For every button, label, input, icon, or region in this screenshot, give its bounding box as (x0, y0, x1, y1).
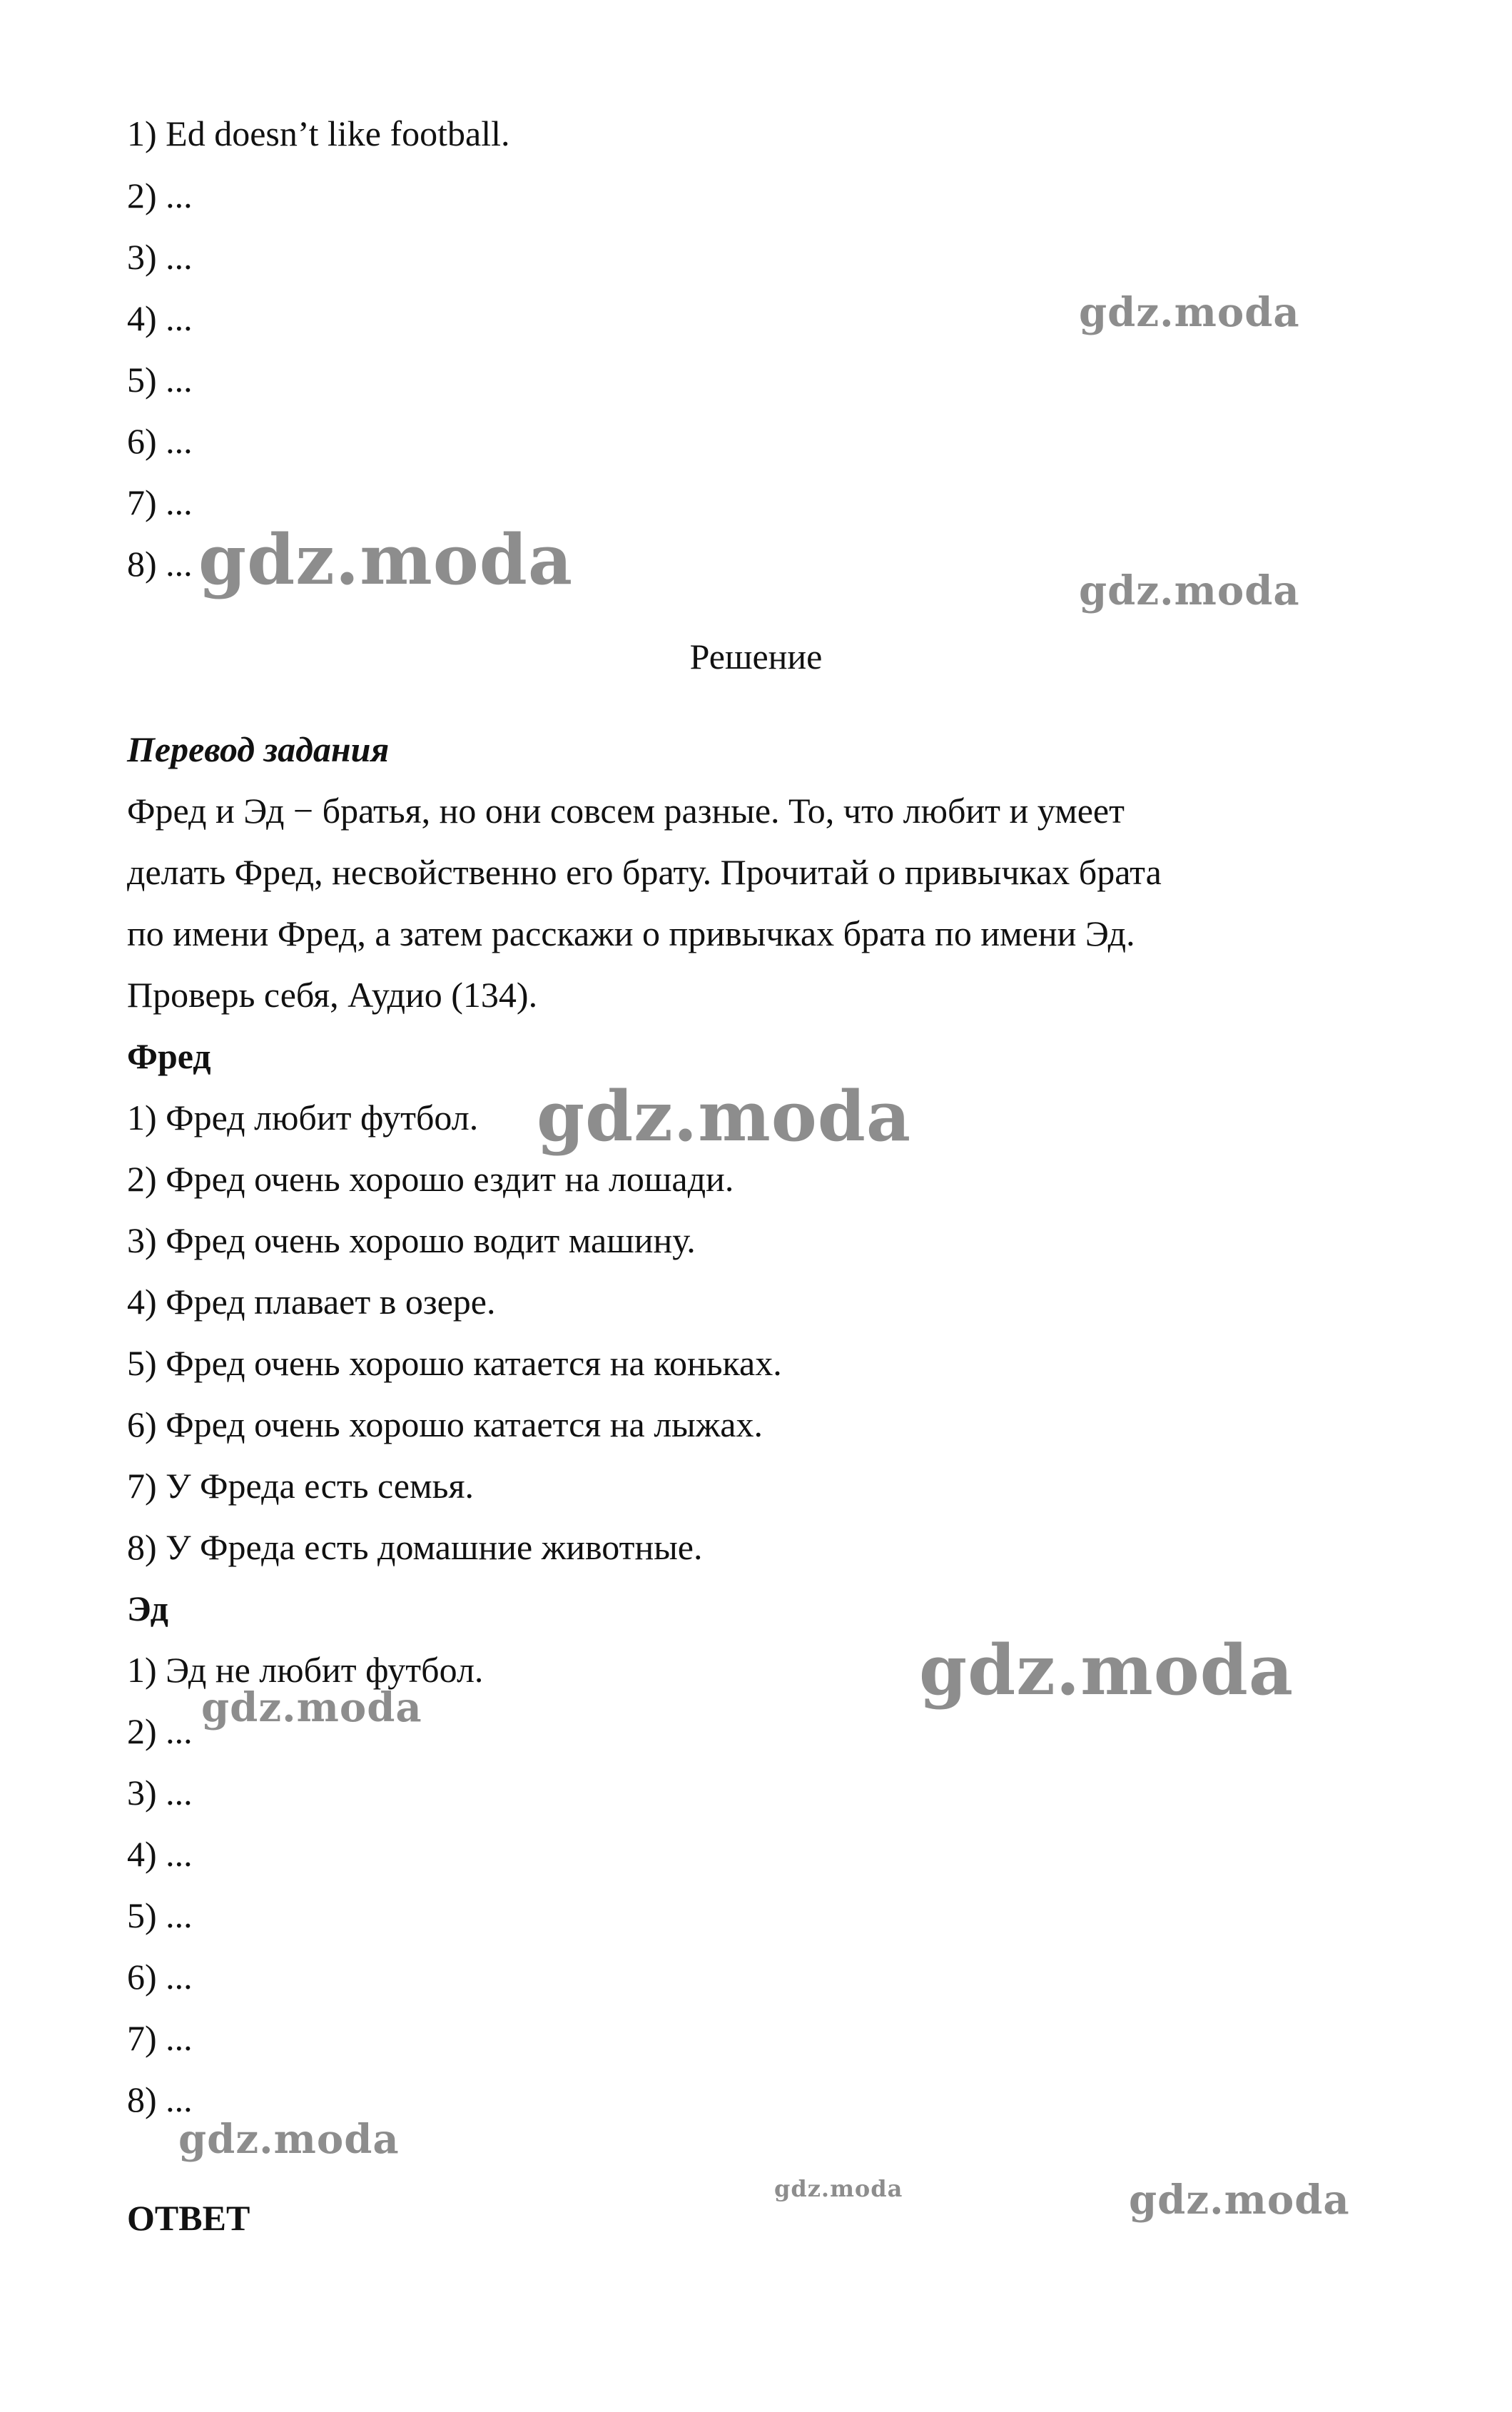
ed-english-item-5: 5) ... (127, 360, 193, 400)
ed-english-item-3: 3) ... (127, 237, 193, 277)
watermark: gdz.moda (1079, 289, 1300, 336)
fred-item-8: 8) У Фреда есть домашние животные. (127, 1527, 703, 1567)
ed-english-item-4: 4) ... (127, 298, 193, 338)
watermark: gdz.moda (537, 1076, 912, 1157)
fred-item-2: 2) Фред очень хорошо ездит на лошади. (127, 1159, 734, 1199)
ed-english-item-2: 2) ... (127, 176, 193, 216)
translation-line-1: Фред и Эд − братья, но они совсем разные. То, что любит и умеет (127, 791, 1125, 831)
ed-english-item-1: 1) Ed doesn’t like football. (127, 113, 510, 153)
ed-heading: Эд (127, 1588, 168, 1628)
ed-item-8: 8) ... (127, 2079, 193, 2119)
ed-item-5: 5) ... (127, 1895, 193, 1935)
fred-item-1: 1) Фред любит футбол. (127, 1098, 479, 1137)
fred-item-5: 5) Фред очень хорошо катается на коньках. (127, 1343, 782, 1383)
ed-item-3: 3) ... (127, 1773, 193, 1813)
translation-line-2: делать Фред, несвойственно его брату. Прочитай о привычках брата (127, 852, 1162, 892)
watermark: gdz.moda (198, 520, 574, 600)
watermark: gdz.moda (178, 2116, 400, 2163)
answer-heading: ОТВЕТ (127, 2198, 250, 2238)
fred-heading: Фред (127, 1036, 211, 1076)
translation-line-4: Проверь себя, Аудио (134). (127, 975, 538, 1015)
fred-item-7: 7) У Фреда есть семья. (127, 1466, 474, 1506)
ed-english-item-6: 6) ... (127, 421, 193, 461)
ed-item-4: 4) ... (127, 1834, 193, 1874)
watermark: gdz.moda (919, 1630, 1294, 1711)
ed-english-item-8: 8) ... (127, 544, 193, 584)
ed-item-6: 6) ... (127, 1957, 193, 1997)
fred-item-4: 4) Фред плавает в озере. (127, 1282, 496, 1322)
ed-item-2: 2) ... (127, 1711, 193, 1751)
solution-heading: Решение (689, 637, 823, 677)
watermark: gdz.moda (1079, 567, 1300, 614)
watermark: gdz.moda (1129, 2177, 1350, 2224)
ed-item-7: 7) ... (127, 2018, 193, 2058)
fred-item-6: 6) Фред очень хорошо катается на лыжах. (127, 1404, 763, 1444)
ed-english-item-7: 7) ... (127, 482, 193, 522)
ed-item-1: 1) Эд не любит футбол. (127, 1650, 484, 1690)
translation-heading: Перевод задания (127, 729, 390, 769)
watermark: gdz.moda (201, 1684, 422, 1731)
watermark: gdz.moda (774, 2175, 903, 2202)
translation-line-3: по имени Фред, а затем расскажи о привычках брата по имени Эд. (127, 913, 1135, 953)
fred-item-3: 3) Фред очень хорошо водит машину. (127, 1220, 696, 1260)
